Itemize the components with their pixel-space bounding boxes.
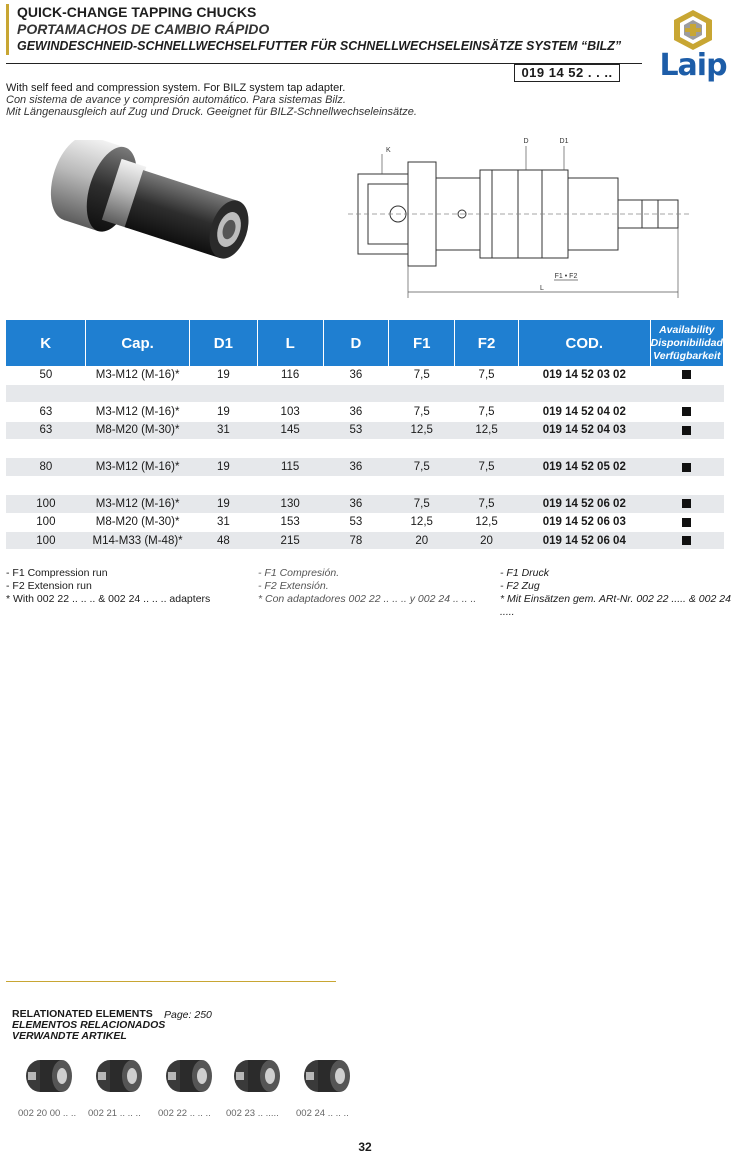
cell-cod: 019 14 52 04 03 bbox=[518, 421, 650, 439]
cell-f2: 7,5 bbox=[455, 366, 519, 384]
cell-d: 36 bbox=[323, 495, 389, 513]
cell-f2: 7,5 bbox=[455, 403, 519, 421]
cell-f1: 7,5 bbox=[389, 403, 455, 421]
label-f: F1 • F2 bbox=[554, 273, 578, 280]
cell-cap: M3-M12 (M-16)* bbox=[86, 495, 190, 513]
cell-f2: 7,5 bbox=[455, 495, 519, 513]
cell-d bbox=[323, 476, 389, 494]
product-photo bbox=[28, 140, 268, 300]
table-row bbox=[6, 495, 724, 513]
availability-square-icon bbox=[682, 518, 691, 527]
cell-cap: M3-M12 (M-16)* bbox=[86, 366, 190, 384]
related-item-code: 002 24 .. .. .. bbox=[296, 1108, 349, 1119]
cell-k bbox=[6, 476, 86, 494]
cell-k: 100 bbox=[6, 513, 86, 531]
product-table bbox=[6, 320, 724, 550]
cell-availability bbox=[650, 476, 723, 494]
cell-availability bbox=[650, 421, 723, 439]
cell-availability bbox=[650, 366, 723, 384]
cell-f1: 20 bbox=[389, 532, 455, 550]
description-en: With self feed and compression system. For BILZ system tap adapter. bbox=[6, 82, 346, 94]
cell-k: 100 bbox=[6, 532, 86, 550]
cell-d: 53 bbox=[323, 513, 389, 531]
cell-d1 bbox=[189, 440, 257, 458]
notes-es: - F1 Compresión. - F2 Extensión. * Con adaptadores 002 22 .. .. .. y 002 24 .. .. .. bbox=[258, 567, 477, 605]
cell-d1: 19 bbox=[189, 458, 257, 476]
cell-d: 36 bbox=[323, 458, 389, 476]
cell-availability bbox=[650, 495, 723, 513]
cell-f2: 20 bbox=[455, 532, 519, 550]
cell-d1: 19 bbox=[189, 403, 257, 421]
cell-cap: M3-M12 (M-16)* bbox=[86, 458, 190, 476]
title-de: GEWINDESCHNEID-SCHNELLWECHSELFUTTER FÜR SCHNELLWECHSELEINSÄTZE SYSTEM “BILZ” bbox=[17, 39, 622, 53]
cell-l: 116 bbox=[257, 366, 323, 384]
cell-availability bbox=[650, 384, 723, 402]
cell-cap bbox=[86, 440, 190, 458]
cell-k bbox=[6, 384, 86, 402]
availability-square-icon bbox=[682, 536, 691, 545]
brand-name: Laip bbox=[659, 48, 727, 83]
cell-d: 53 bbox=[323, 421, 389, 439]
notes-en: - F1 Compression run - F2 Extension run * With 002 22 .. .. .. & 002 24 .. .. .. adapters bbox=[6, 567, 211, 605]
cell-cap bbox=[86, 384, 190, 402]
cell-d1 bbox=[189, 476, 257, 494]
cell-cod: 019 14 52 05 02 bbox=[518, 458, 650, 476]
cell-d: 36 bbox=[323, 403, 389, 421]
table-row bbox=[6, 476, 724, 494]
cell-f2 bbox=[455, 384, 519, 402]
cell-f2: 12,5 bbox=[455, 421, 519, 439]
related-divider bbox=[6, 981, 336, 982]
cell-d1 bbox=[189, 384, 257, 402]
related-item-code: 002 22 .. .. .. bbox=[158, 1108, 211, 1119]
cell-l bbox=[257, 440, 323, 458]
table-row bbox=[6, 440, 724, 458]
cell-k bbox=[6, 440, 86, 458]
col-l: L bbox=[257, 320, 323, 366]
title-es: PORTAMACHOS DE CAMBIO RÁPIDO bbox=[17, 21, 270, 37]
brand-logo bbox=[656, 6, 730, 83]
cell-f2 bbox=[455, 476, 519, 494]
related-item-icon bbox=[226, 1052, 290, 1098]
related-item-code: 002 23 .. ..... bbox=[226, 1108, 279, 1119]
related-page-ref: Page: 250 bbox=[164, 1009, 212, 1021]
table-row bbox=[6, 421, 724, 439]
cell-l: 215 bbox=[257, 532, 323, 550]
cell-l: 145 bbox=[257, 421, 323, 439]
technical-drawing bbox=[342, 132, 702, 310]
cell-f1 bbox=[389, 476, 455, 494]
description bbox=[6, 82, 417, 118]
cell-cod: 019 14 52 06 04 bbox=[518, 532, 650, 550]
label-l: L bbox=[540, 285, 544, 292]
cell-k: 80 bbox=[6, 458, 86, 476]
cell-cap: M14-M33 (M-48)* bbox=[86, 532, 190, 550]
cell-f1: 12,5 bbox=[389, 421, 455, 439]
cell-cod: 019 14 52 03 02 bbox=[518, 366, 650, 384]
cell-d: 78 bbox=[323, 532, 389, 550]
cell-f1 bbox=[389, 384, 455, 402]
cell-f1: 7,5 bbox=[389, 458, 455, 476]
cell-d1: 19 bbox=[189, 495, 257, 513]
label-d1: D1 bbox=[559, 138, 569, 145]
cell-k: 63 bbox=[6, 403, 86, 421]
cell-cod bbox=[518, 384, 650, 402]
cell-l bbox=[257, 384, 323, 402]
cell-cod bbox=[518, 440, 650, 458]
table-row bbox=[6, 513, 724, 531]
cell-d1: 31 bbox=[189, 513, 257, 531]
cell-l: 130 bbox=[257, 495, 323, 513]
col-cod: COD. bbox=[518, 320, 650, 366]
page-number: 32 bbox=[358, 1140, 372, 1154]
cell-k: 100 bbox=[6, 495, 86, 513]
title-en: QUICK-CHANGE TAPPING CHUCKS bbox=[17, 4, 257, 20]
cell-availability bbox=[650, 403, 723, 421]
table-row bbox=[6, 403, 724, 421]
product-code: 019 14 52 . . .. bbox=[514, 64, 620, 82]
related-item-icon bbox=[18, 1052, 82, 1098]
col-availability: Availability Disponibilidad Verfügbarkeit bbox=[650, 320, 723, 366]
cell-d1: 48 bbox=[189, 532, 257, 550]
cell-f1: 12,5 bbox=[389, 513, 455, 531]
col-d1: D1 bbox=[189, 320, 257, 366]
col-k: K bbox=[6, 320, 86, 366]
table-row bbox=[6, 532, 724, 550]
cell-cap: M8-M20 (M-30)* bbox=[86, 513, 190, 531]
availability-square-icon bbox=[682, 499, 691, 508]
related-item-icon bbox=[296, 1052, 360, 1098]
cell-availability bbox=[650, 458, 723, 476]
label-k: K bbox=[386, 147, 391, 154]
col-f2: F2 bbox=[455, 320, 519, 366]
cell-f1: 7,5 bbox=[389, 366, 455, 384]
related-item-code: 002 21 .. .. .. bbox=[88, 1108, 141, 1119]
cell-cap: M8-M20 (M-30)* bbox=[86, 421, 190, 439]
table-header-row bbox=[6, 320, 724, 366]
availability-square-icon bbox=[682, 463, 691, 472]
page-header bbox=[6, 4, 646, 55]
cell-d bbox=[323, 384, 389, 402]
related-title: RELATIONATED ELEMENTS ELEMENTOS RELACIONADOS VERWANDTE ARTIKEL bbox=[12, 1008, 166, 1042]
cell-cod: 019 14 52 04 02 bbox=[518, 403, 650, 421]
related-item-code: 002 20 00 .. .. bbox=[18, 1108, 77, 1119]
description-de: Mit Längenausgleich auf Zug und Druck. Geeignet für BILZ-Schnellwechseleinsätze. bbox=[6, 106, 417, 118]
cell-availability bbox=[650, 440, 723, 458]
cell-d1: 31 bbox=[189, 421, 257, 439]
cell-f1 bbox=[389, 440, 455, 458]
label-d: D bbox=[523, 138, 529, 145]
cell-cod: 019 14 52 06 02 bbox=[518, 495, 650, 513]
cell-k: 63 bbox=[6, 421, 86, 439]
cell-f2: 7,5 bbox=[455, 458, 519, 476]
cell-cod: 019 14 52 06 03 bbox=[518, 513, 650, 531]
availability-square-icon bbox=[682, 407, 691, 416]
cell-f2: 12,5 bbox=[455, 513, 519, 531]
cell-availability bbox=[650, 513, 723, 531]
cell-d bbox=[323, 440, 389, 458]
related-item-icon bbox=[88, 1052, 152, 1098]
cell-d: 36 bbox=[323, 366, 389, 384]
col-cap: Cap. bbox=[86, 320, 190, 366]
cell-l: 103 bbox=[257, 403, 323, 421]
cell-availability bbox=[650, 532, 723, 550]
description-es: Con sistema de avance y compresión automático. Para sistemas Bilz. bbox=[6, 94, 346, 106]
cell-cap bbox=[86, 476, 190, 494]
table-row bbox=[6, 384, 724, 402]
availability-square-icon bbox=[682, 370, 691, 379]
cell-f2 bbox=[455, 440, 519, 458]
cell-f1: 7,5 bbox=[389, 495, 455, 513]
cell-cap: M3-M12 (M-16)* bbox=[86, 403, 190, 421]
cell-l: 115 bbox=[257, 458, 323, 476]
cell-cod bbox=[518, 476, 650, 494]
cell-k: 50 bbox=[6, 366, 86, 384]
related-item-icon bbox=[158, 1052, 222, 1098]
col-d: D bbox=[323, 320, 389, 366]
logo-emblem-icon bbox=[656, 6, 730, 52]
table-row bbox=[6, 366, 724, 384]
notes-de: - F1 Druck - F2 Zug * Mit Einsätzen gem. ARt-Nr. 002 22 ..... & 002 24 ..... bbox=[500, 567, 731, 618]
cell-l: 153 bbox=[257, 513, 323, 531]
table-row bbox=[6, 458, 724, 476]
cell-l bbox=[257, 476, 323, 494]
col-f1: F1 bbox=[389, 320, 455, 366]
availability-square-icon bbox=[682, 426, 691, 435]
cell-d1: 19 bbox=[189, 366, 257, 384]
